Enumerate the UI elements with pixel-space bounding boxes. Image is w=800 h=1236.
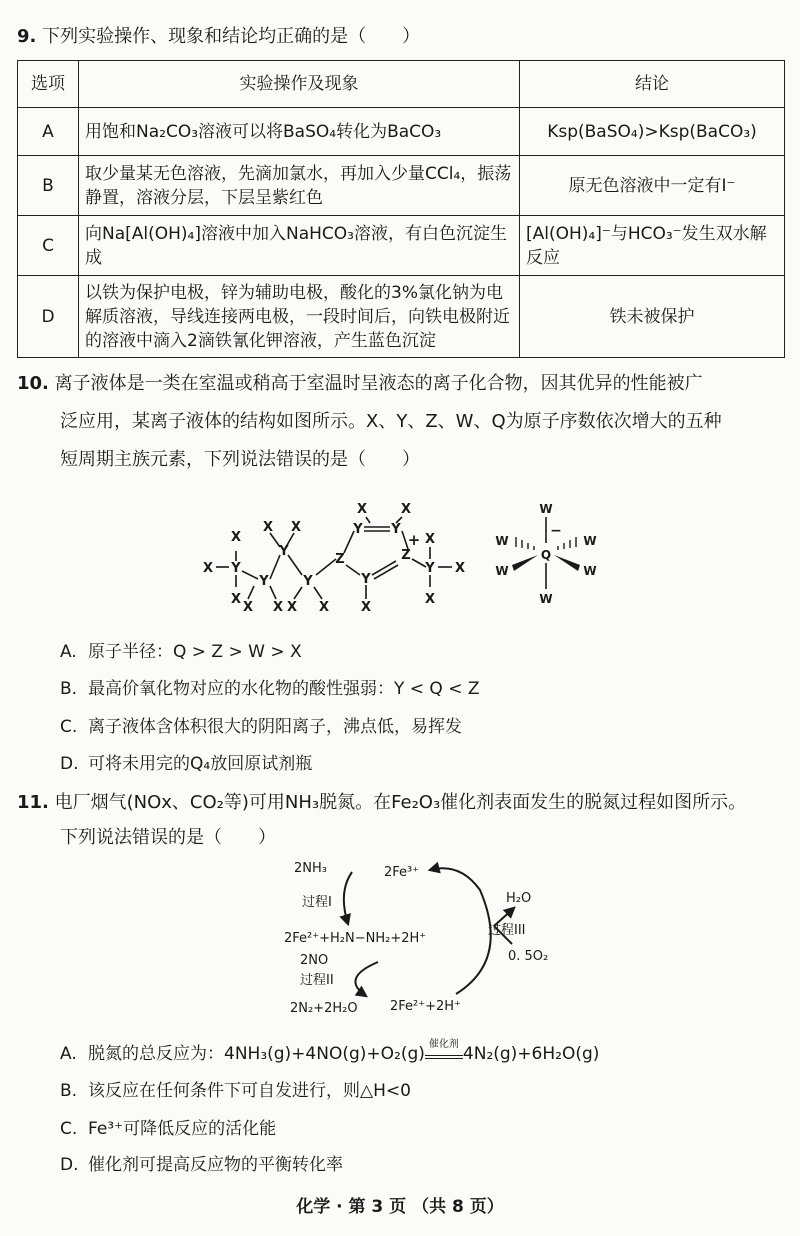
option-text: 催化剂可提高反应物的平衡转化率 xyxy=(88,1155,343,1175)
option-label: D. xyxy=(60,1155,79,1175)
question-10-option-a xyxy=(60,641,302,663)
atom-z: Z xyxy=(401,548,411,563)
option-text: 离子液体含体积很大的阴阳离子，沸点低，易挥发 xyxy=(88,717,462,737)
table-row xyxy=(18,276,785,358)
ionic-liquid-structure xyxy=(190,495,630,625)
atom-x: X xyxy=(360,600,372,615)
question-11-option-a xyxy=(60,1039,600,1065)
atom-x: X xyxy=(272,600,284,615)
label-n2-h2o: 2N₂+2H₂O xyxy=(290,1001,358,1016)
row-a-option: A xyxy=(18,108,79,156)
catalyst-arrow xyxy=(425,1039,463,1059)
atom-y: Y xyxy=(303,574,313,589)
denitration-cycle-diagram xyxy=(280,850,560,1025)
atom-y: Y xyxy=(361,572,371,587)
atom-w: W xyxy=(495,564,509,578)
header-operation: 实验操作及现象 xyxy=(79,61,520,108)
option-text: 可将未用完的Q₄放回原试剂瓶 xyxy=(88,754,313,774)
row-a-operation: 用饱和Na₂CO₃溶液可以将BaSO₄转化为BaCO₃ xyxy=(79,108,520,156)
anion-charge: − xyxy=(550,523,562,539)
option-text: 最高价氧化物对应的水化物的酸性强弱：Y < Q < Z xyxy=(88,679,480,699)
header-option: 选项 xyxy=(18,61,79,108)
question-10-text-1: 离子液体是一类在室温或稍高于室温时呈液态的离子化合物，因其优异的性能被广 xyxy=(54,373,703,394)
question-9-stem xyxy=(17,25,420,49)
label-step1-product: 2Fe²⁺+H₂N−NH₂+2H⁺ xyxy=(284,931,427,946)
row-c-conclusion: [Al(OH)₄]⁻与HCO₃⁻发生双水解反应 xyxy=(520,216,785,276)
atom-w: W xyxy=(495,534,509,548)
label-o2: 0. 5O₂ xyxy=(508,949,549,964)
atom-y: Y xyxy=(353,522,363,537)
label-process-2: 过程II xyxy=(300,973,334,988)
option-text: 该反应在任何条件下可自发进行，则△H<0 xyxy=(88,1081,411,1101)
label-process-1: 过程I xyxy=(302,895,332,910)
atom-w: W xyxy=(539,592,553,606)
page-footer: 化学 · 第 3 页 （共 8 页） xyxy=(296,1197,504,1217)
atom-x: X xyxy=(424,532,436,547)
label-h2o: H₂O xyxy=(506,891,532,906)
question-11-stem-line-1 xyxy=(17,791,746,815)
row-d-conclusion: 铁未被保护 xyxy=(520,276,785,358)
row-d-option: D xyxy=(18,276,79,358)
atom-x: X xyxy=(400,502,412,517)
option-label: B. xyxy=(60,1081,78,1101)
table-row xyxy=(18,156,785,216)
atom-z: Z xyxy=(335,552,345,567)
atom-x: X xyxy=(286,600,298,615)
label-2fe3: 2Fe³⁺ xyxy=(384,865,420,880)
row-c-option: C xyxy=(18,216,79,276)
row-d-operation: 以铁为保护电极，锌为辅助电极，酸化的3%氯化钠为电解质溶液，导线连接两电极，一段时间后，向铁电极附近的溶液中滴入2滴铁氰化钾溶液，产生蓝色沉淀 xyxy=(79,276,520,358)
atom-x: X xyxy=(230,592,242,607)
catalyst-label: 催化剂 xyxy=(428,1039,459,1050)
question-11-number: 11. xyxy=(17,792,49,813)
atom-q: Q xyxy=(540,548,552,562)
atom-y: Y xyxy=(279,544,289,559)
atom-y: Y xyxy=(259,574,269,589)
question-11-stem-line-2: 下列说法错误的是（ ） xyxy=(60,827,276,848)
atom-x: X xyxy=(230,530,242,545)
atom-y: Y xyxy=(231,561,241,576)
question-11-option-c xyxy=(60,1118,276,1140)
row-a-conclusion: Ksp(BaSO₄)>Ksp(BaCO₃) xyxy=(520,108,785,156)
atom-w: W xyxy=(583,564,597,578)
option-label: C. xyxy=(60,717,78,737)
row-b-conclusion: 原无色溶液中一定有I⁻ xyxy=(520,156,785,216)
table-row xyxy=(18,108,785,156)
question-10-stem-line-2: 泛应用，某离子液体的结构如图所示。X、Y、Z、W、Q为原子序数依次增大的五种 xyxy=(60,411,722,432)
atom-x: X xyxy=(262,520,274,535)
atom-x: X xyxy=(454,561,466,576)
atom-x: X xyxy=(424,592,436,607)
atom-x: X xyxy=(356,502,368,517)
question-10-option-c xyxy=(60,716,462,738)
question-10-stem-line-3: 短周期主族元素，下列说法错误的是（ ） xyxy=(60,449,420,470)
option-label: B. xyxy=(60,679,78,699)
atom-x: X xyxy=(318,600,330,615)
question-10-stem-line-1 xyxy=(17,372,703,396)
question-11-option-b xyxy=(60,1080,411,1102)
cation-charge: + xyxy=(407,531,421,549)
label-process-3: 过程III xyxy=(488,923,526,938)
option-text-2: 4N₂(g)+6H₂O(g) xyxy=(462,1044,600,1064)
atom-x: X xyxy=(242,600,254,615)
question-11-option-d xyxy=(60,1154,343,1176)
atom-x: X xyxy=(202,561,214,576)
question-10-option-d xyxy=(60,753,312,775)
question-9-table xyxy=(17,60,785,358)
atom-y: Y xyxy=(391,522,401,537)
option-text: 原子半径：Q > Z > W > X xyxy=(88,642,302,662)
question-9-text: 下列实验操作、现象和结论均正确的是（ ） xyxy=(42,26,421,47)
option-text: 脱氮的总反应为：4NH₃(g)+4NO(g)+O₂(g) xyxy=(88,1044,425,1064)
option-label: A. xyxy=(60,1044,77,1064)
option-label: C. xyxy=(60,1119,78,1139)
question-11-text-1: 电厂烟气(NOx、CO₂等)可用NH₃脱氮。在Fe₂O₃催化剂表面发生的脱氮过程如图所示。 xyxy=(54,792,747,813)
atom-w: W xyxy=(583,534,597,548)
table-header-row xyxy=(18,61,785,108)
atom-w: W xyxy=(539,502,553,516)
option-text: Fe³⁺可降低反应的活化能 xyxy=(88,1119,277,1139)
label-2fe2-2h: 2Fe²⁺+2H⁺ xyxy=(390,999,461,1014)
option-label: D. xyxy=(60,754,79,774)
question-9-number: 9. xyxy=(17,26,37,47)
atom-x: X xyxy=(290,520,302,535)
label-2nh3: 2NH₃ xyxy=(294,861,327,876)
option-label: A. xyxy=(60,642,77,662)
table-row xyxy=(18,216,785,276)
question-10-number: 10. xyxy=(17,373,49,394)
row-b-operation: 取少量某无色溶液，先滴加氯水，再加入少量CCl₄，振荡静置，溶液分层，下层呈紫红色 xyxy=(79,156,520,216)
row-b-option: B xyxy=(18,156,79,216)
label-2no: 2NO xyxy=(300,953,329,968)
header-conclusion: 结论 xyxy=(520,61,785,108)
question-10-option-b xyxy=(60,678,480,700)
row-c-operation: 向Na[Al(OH)₄]溶液中加入NaHCO₃溶液，有白色沉淀生成 xyxy=(79,216,520,276)
atom-y: Y xyxy=(425,561,435,576)
